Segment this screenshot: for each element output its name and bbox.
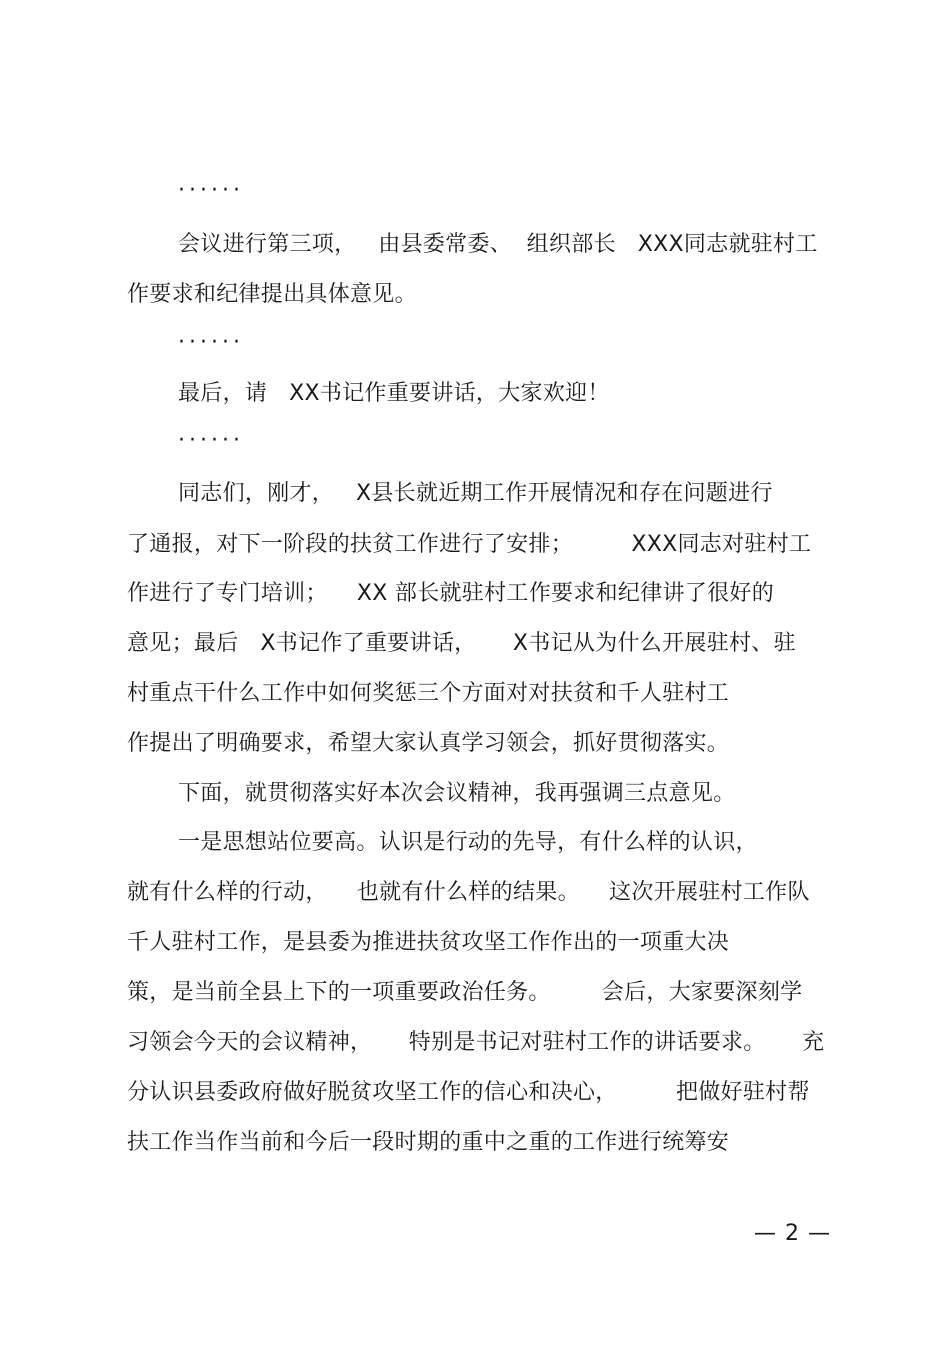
paragraph-line: 习领会今天的会议精神， 特别是书记对驻村工作的讲话要求。 充	[127, 1030, 825, 1055]
ellipsis-2: ······	[178, 330, 244, 355]
paragraph-line: 作要求和纪律提出具体意见。	[127, 282, 417, 307]
paragraph-line: 作进行了专门培训； XX 部长就驻村工作要求和纪律讲了很好的	[127, 581, 775, 606]
ellipsis-3: ······	[178, 428, 244, 453]
paragraph-line: 扶工作当作当前和今后一段时期的重中之重的工作进行统筹安	[127, 1130, 730, 1155]
paragraph-line: 意见；最后 X书记作了重要讲话， X书记从为什么开展驻村、驻	[127, 631, 796, 656]
paragraph-line: 就有什么样的行动， 也就有什么样的结果。 这次开展驻村工作队	[127, 880, 810, 905]
paragraph-line: 了通报，对下一阶段的扶贫工作进行了安排； XXX同志对驻村工	[127, 532, 812, 557]
paragraph-line: 下面，就贯彻落实好本次会议精神，我再强调三点意见。	[178, 781, 736, 806]
paragraph-line: 一是思想站位要高。认识是行动的先导，有什么样的认识，	[178, 830, 758, 855]
paragraph-line: 村重点干什么工作中如何奖惩三个方面对对扶贫和千人驻村工	[127, 681, 730, 706]
page-number: — 2 —	[754, 1221, 831, 1246]
paragraph-line: 会议进行第三项， 由县委常委、 组织部长 XXX同志就驻村工	[178, 232, 818, 257]
paragraph-line: 分认识县委政府做好脱贫攻坚工作的信心和决心， 把做好驻村帮	[127, 1080, 810, 1105]
paragraph-line: 千人驻村工作，是县委为推进扶贫攻坚工作作出的一项重大决	[127, 930, 730, 955]
paragraph-line: 同志们，刚才， X县长就近期工作开展情况和存在问题进行	[178, 481, 773, 506]
ellipsis-1: ······	[178, 178, 244, 203]
paragraph-line: 作提出了明确要求，希望大家认真学习领会，抓好贯彻落实。	[127, 731, 730, 756]
paragraph-line: 策，是当前全县上下的一项重要政治任务。 会后，大家要深刻学	[127, 980, 803, 1005]
paragraph-line: 最后，请 XX书记作重要讲话，大家欢迎！	[178, 381, 610, 406]
